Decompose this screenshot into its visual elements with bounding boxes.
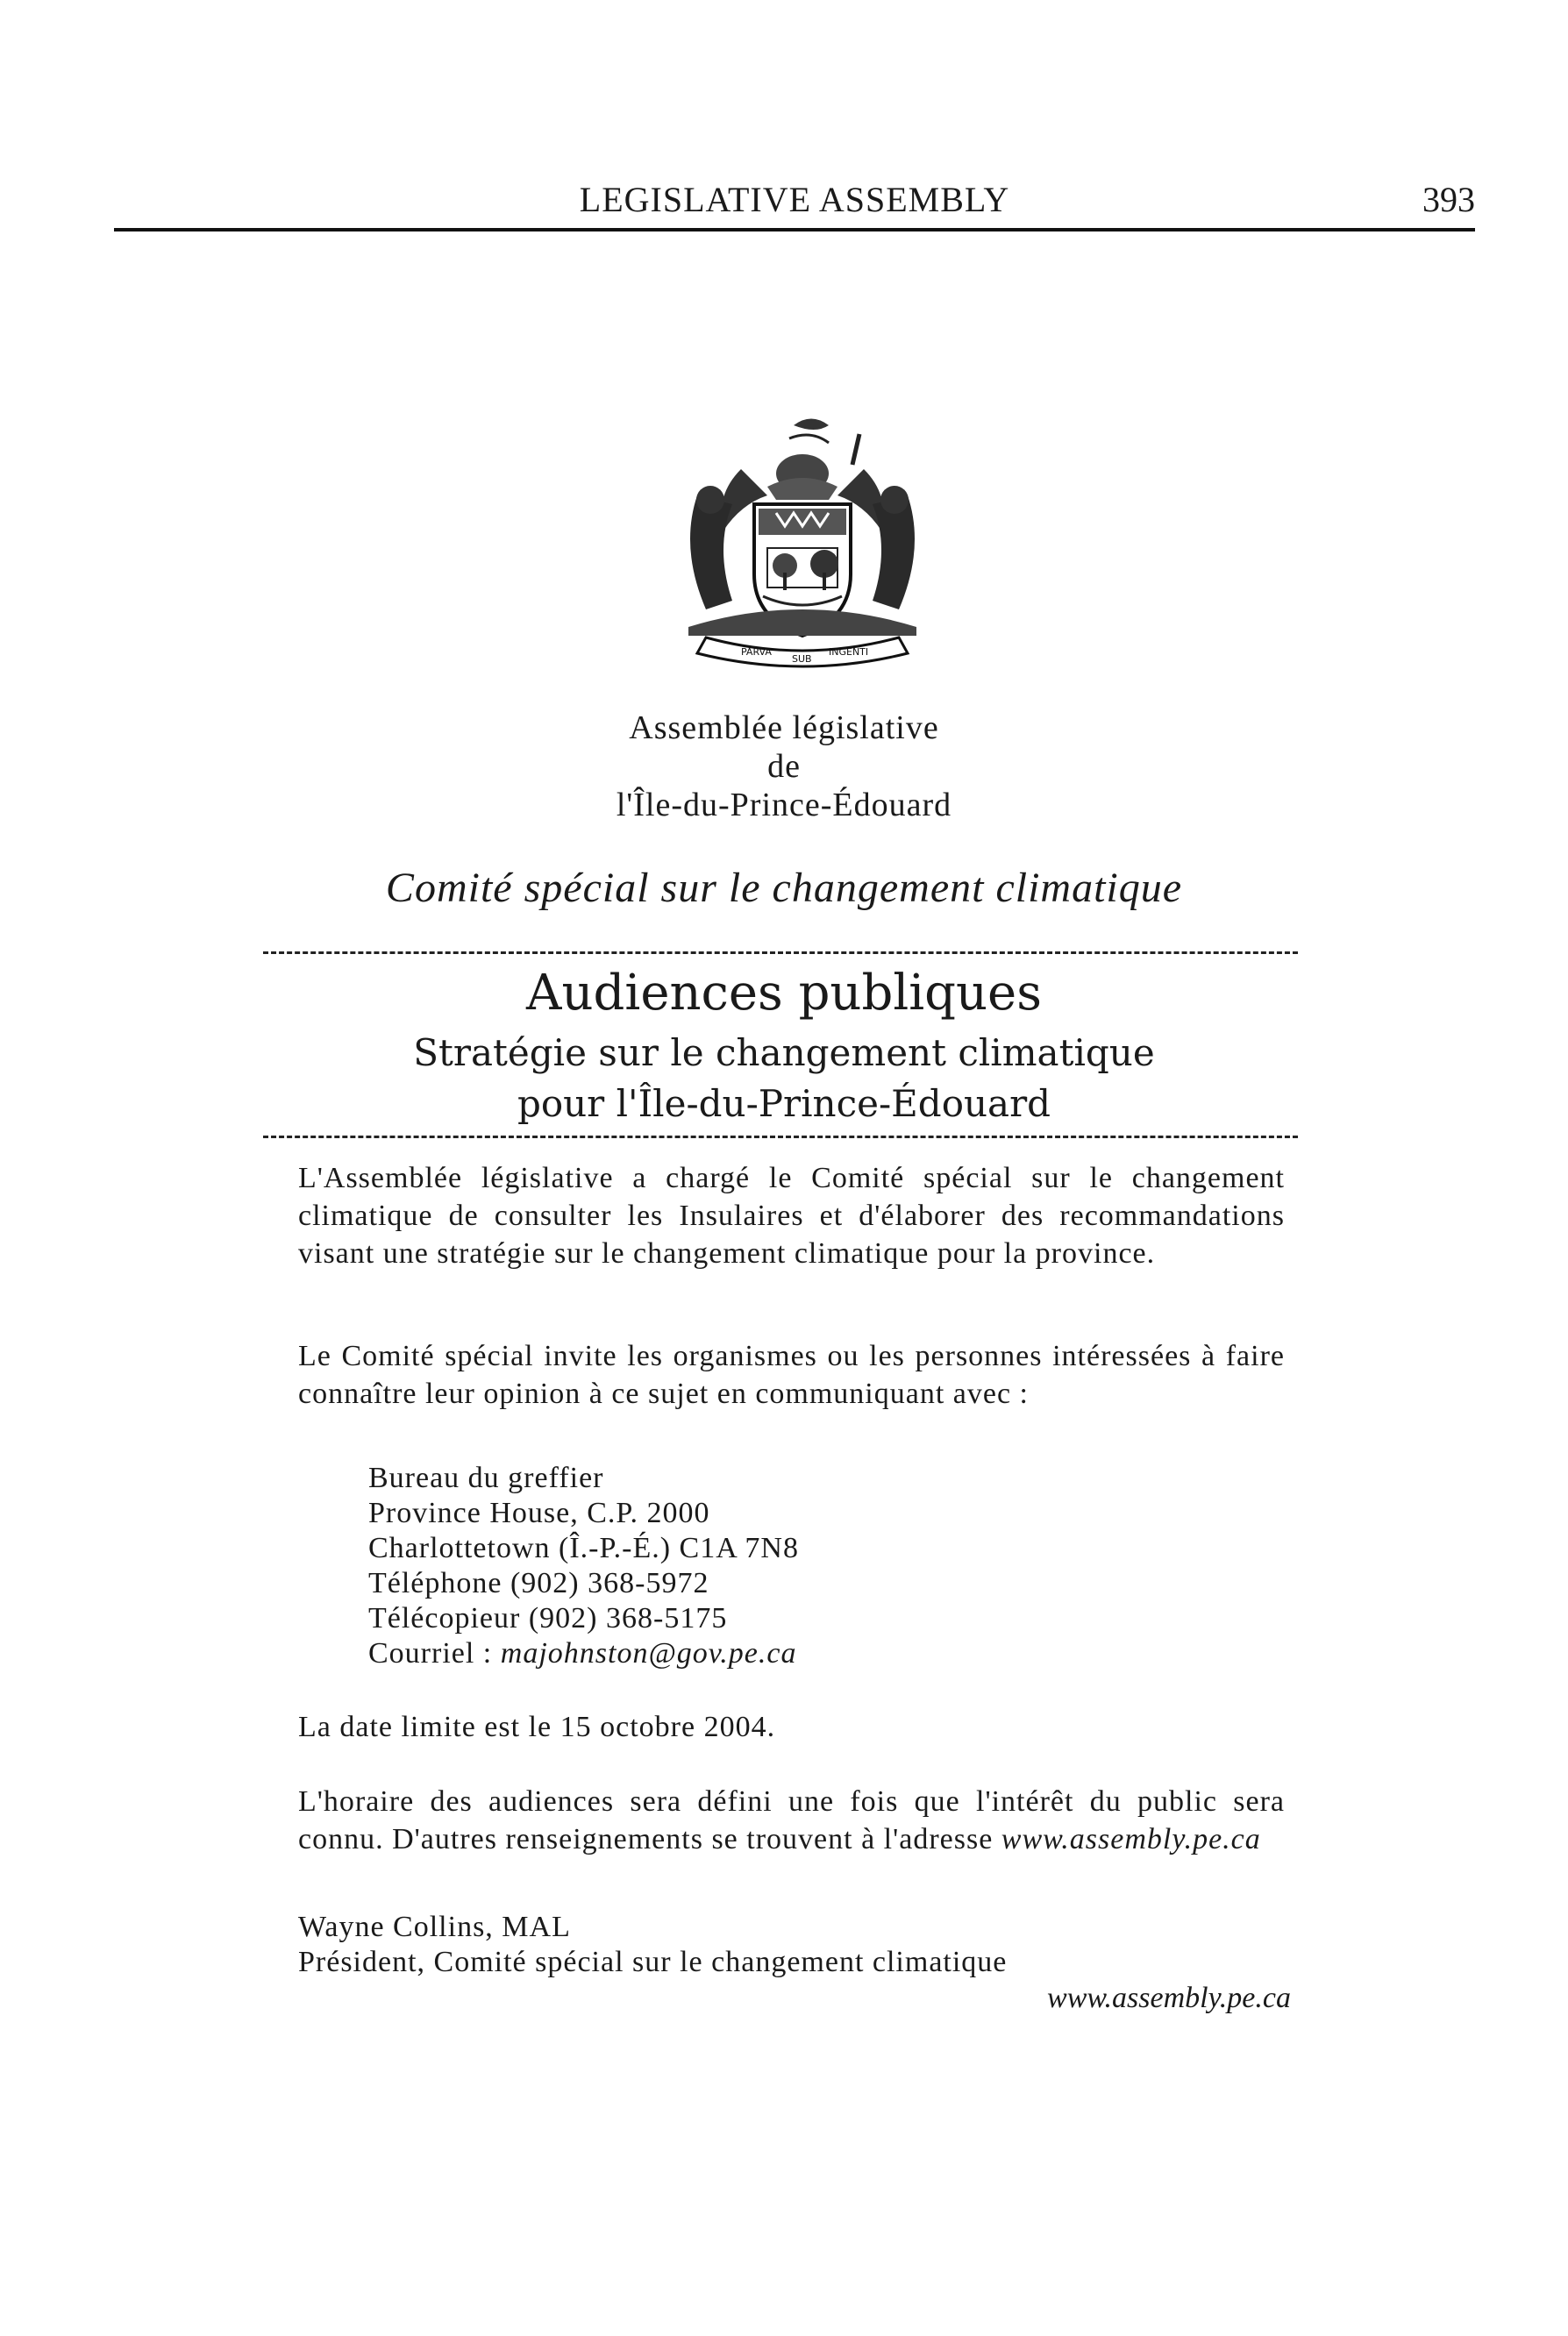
signatory-title: Président, Comité spécial sur le changement climatique [298,1946,1008,1978]
invitation-paragraph: Le Comité spécial invite les organismes ou les personnes intéressées à faire connaître leur opinion à ce sujet en communiquant avec : [298,1340,1285,1410]
dashed-divider [263,951,1298,954]
schedule-paragraph [298,1783,1285,1858]
address-line: Charlottetown (Î.-P.-É.) C1A 7N8 [368,1532,799,1564]
fax-line: Télécopieur (902) 368-5175 [368,1602,728,1634]
running-title: LEGISLATIVE ASSEMBLY [579,180,1010,219]
institution-line: Assemblée législative [629,709,939,746]
signatory-name: Wayne Collins, MAL [298,1911,571,1943]
contact-address [368,1461,799,1671]
signature-block [298,1910,1007,1980]
svg-text:INGENTI: INGENTI [829,646,869,658]
phone-line: Téléphone (902) 368-5972 [368,1567,709,1599]
committee-name: Comité spécial sur le changement climatique [385,865,1183,911]
footer-url: www.assembly.pe.ca [1047,1982,1291,2014]
deadline-paragraph: La date limite est le 15 octobre 2004. [298,1711,776,1743]
hearings-subtitle [0,1028,1568,1129]
hearings-subtitle-line: Stratégie sur le changement climatique [413,1031,1155,1074]
page-number: 393 [1422,180,1475,219]
page-header [114,179,1475,231]
svg-text:PARVA: PARVA [741,646,772,658]
email-label: Courriel : [368,1637,501,1670]
address-line: Bureau du greffier [368,1462,604,1494]
mandate-paragraph: L'Assemblée législative a chargé le Comité spécial sur le changement climatique de consulter les Insulaires et d'élaborer des recommandations visant une stratégie sur le changement climatique pour la province. [298,1162,1285,1270]
email-line [368,1636,799,1671]
institution-name [0,709,1568,824]
coat-of-arms-icon [662,408,943,671]
schedule-text: L'horaire des audiences sera défini une fois que l'intérêt du public sera connu. D'autres renseignements se trouvent à l'adresse [298,1785,1285,1855]
address-line: Province House, C.P. 2000 [368,1497,710,1529]
svg-text:SUB: SUB [792,653,812,665]
institution-line: l'Île-du-Prince-Édouard [616,787,952,823]
hearings-title: Audiences publiques [526,965,1042,1022]
dashed-divider [263,1136,1298,1138]
hearings-subtitle-line: pour l'Île-du-Prince-Édouard [517,1082,1051,1125]
email-address: majohnston@gov.pe.ca [500,1637,797,1670]
schedule-url: www.assembly.pe.ca [1001,1823,1261,1855]
institution-line: de [767,748,801,785]
